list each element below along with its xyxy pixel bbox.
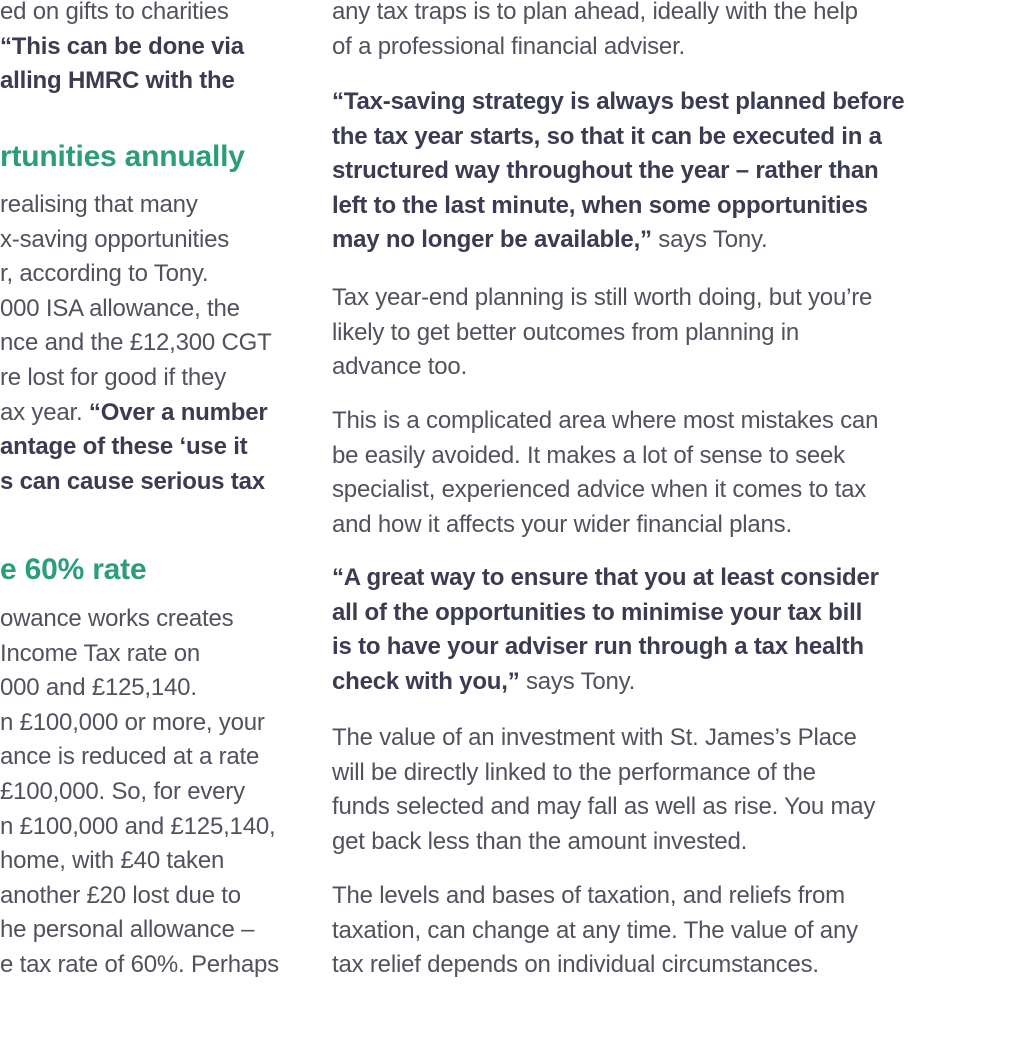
body-text: n £100,000 or more, your [0,708,265,736]
section-heading: rtunities annually [0,140,245,173]
bold-text: s can cause serious tax [0,467,265,495]
body-text: any tax traps is to plan ahead, ideally with the help [332,0,858,25]
text-line [332,630,879,665]
right-column [332,0,927,1047]
body-text: This is a complicated area where most mistakes can [332,407,879,434]
body-text: and how it affects your wider financial plans. [332,510,792,538]
paragraph [332,561,879,699]
body-text: £100,000. So, for every [0,777,245,805]
text-line [0,257,272,292]
body-text: n £100,000 and £125,140, [0,812,276,840]
paragraph [332,281,872,385]
paragraph [332,721,875,859]
body-text: another £20 lost due to [0,881,241,909]
text-line [0,188,272,223]
text-line [0,64,244,99]
body-text: x-saving opportunities [0,225,230,253]
paragraph [332,879,858,983]
body-text: e tax rate of 60%. Perhaps [0,950,279,978]
text-line [0,326,272,361]
text-line [0,465,272,500]
text-line [0,30,244,65]
body-text: owance works creates [0,605,234,632]
text-line [332,30,858,65]
text-line [0,223,272,258]
text-line [0,671,279,706]
text-line [332,0,858,30]
text-line [332,189,904,224]
body-text: ax year. [0,398,89,426]
body-text: advance too. [332,353,468,381]
bold-text: “A great way to ensure that you at least consider [332,564,879,591]
bold-text: check with you,” [332,667,520,695]
body-text: Tax year-end planning is still worth doing, but you’re [332,284,873,311]
body-text: tax relief depends on individual circumstances. [332,951,819,979]
text-line [0,740,279,775]
body-text: says Tony. [519,667,636,695]
body-text: realising that many [0,191,198,218]
text-line [0,430,272,465]
left-column [0,0,315,1047]
body-text: of a professional financial adviser. [332,32,686,60]
body-text: likely to get better outcomes from planning in [332,318,800,346]
text-line [332,665,879,700]
body-text: funds selected and may fall as well as rise. You may [332,793,876,821]
text-line [332,721,875,756]
bold-text: alling HMRC with the [0,67,235,95]
text-line [0,0,244,30]
text-line [332,350,872,385]
text-line [0,292,272,327]
bold-text: “Tax-saving strategy is always best planned before [332,88,905,115]
text-line [0,948,279,983]
text-line [332,914,858,949]
text-line [332,223,904,258]
paragraph [332,85,904,258]
text-line [332,790,875,825]
text-line [332,120,904,155]
bold-text: the tax year starts, so that it can be executed in a [332,122,882,150]
text-line [0,913,279,948]
section-heading: e 60% rate [0,553,147,586]
body-text: home, with £40 taken [0,847,225,875]
body-text: get back less than the amount invested. [332,827,748,855]
body-text: taxation, can change at any time. The value of any [332,916,858,944]
text-line [332,756,875,791]
text-line [332,85,904,120]
paragraph [0,602,279,983]
bold-text: “Over a number [88,398,268,426]
text-line [0,775,279,810]
body-text: says Tony. [651,226,768,254]
body-text: ed on gifts to charities [0,0,229,25]
text-line [0,602,279,637]
text-line [332,561,879,596]
text-line [0,396,272,431]
body-text: 000 ISA allowance, the [0,294,240,322]
body-text: The value of an investment with St. James’s Place [332,724,857,751]
paragraph [0,188,272,499]
body-text: 000 and £125,140. [0,674,197,702]
body-text: be easily avoided. It makes a lot of sense to seek [332,441,845,469]
text-line [332,508,878,543]
body-text: nce and the £12,300 CGT [0,329,272,357]
body-text: Income Tax rate on [0,639,201,667]
paragraph [332,404,878,542]
text-line [332,879,858,914]
text-line [332,439,878,474]
text-line [332,281,872,316]
text-line [332,404,878,439]
text-line [332,473,878,508]
text-line [0,637,279,672]
text-line [0,879,279,914]
bold-text: antage of these ‘use it [0,433,248,461]
text-line [332,316,872,351]
bold-text: left to the last minute, when some opportunities [332,191,868,219]
bold-text: may no longer be available,” [332,226,652,254]
text-line [0,810,279,845]
bold-text: all of the opportunities to minimise your tax bill [332,598,863,626]
text-line [332,596,879,631]
text-line [0,844,279,879]
body-text: ance is reduced at a rate [0,743,260,771]
paragraph [332,0,858,64]
text-line [0,706,279,741]
body-text: re lost for good if they [0,363,226,391]
text-line [332,825,875,860]
text-line [332,948,858,983]
body-text: r, according to Tony. [0,260,209,288]
text-line [0,361,272,396]
body-text: specialist, experienced advice when it comes to tax [332,476,867,504]
body-text: he personal allowance – [0,916,255,944]
text-line [332,154,904,189]
body-text: will be directly linked to the performance of the [332,758,816,786]
paragraph [0,0,244,99]
bold-text: structured way throughout the year – rather than [332,157,879,185]
bold-text: “This can be done via [0,32,244,60]
body-text: The levels and bases of taxation, and reliefs from [332,882,845,909]
bold-text: is to have your adviser run through a tax health [332,633,864,661]
